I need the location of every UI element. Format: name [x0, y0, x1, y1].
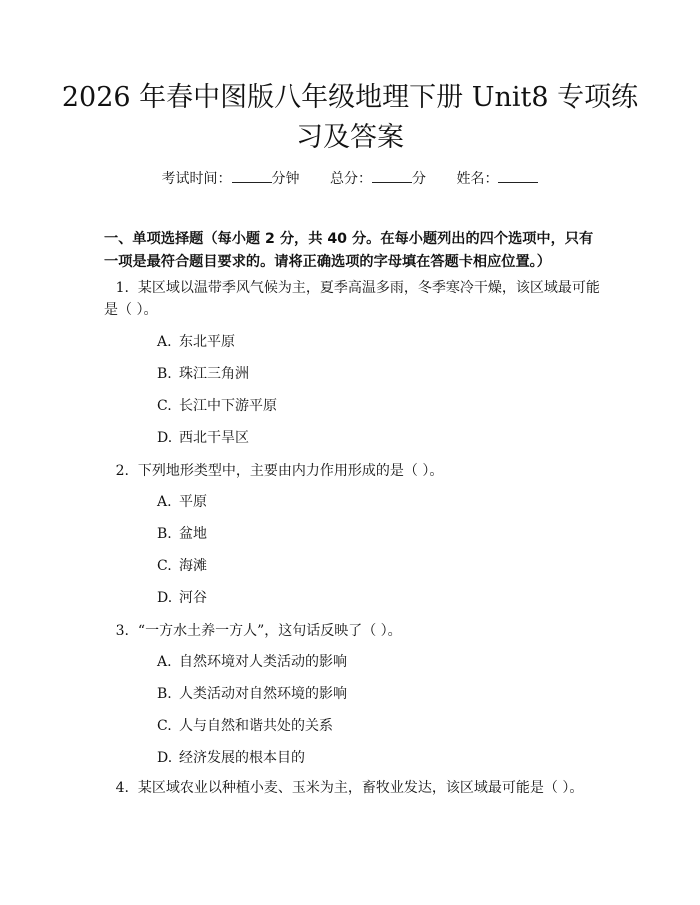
option-2c — [157, 556, 207, 576]
question-stem: 某区域以温带季风气候为主，夏季高温多雨，冬季寒冷干燥，该区域最可能是（ ）。 — [104, 280, 600, 318]
total-score-blank — [372, 170, 412, 183]
section-heading: 一、单项选择题（每小题 2 分，共 40 分。在每小题列出的四个选项中，只有一项是最符合题目要求的。请将正确选项的字母填在答题卡相应位置。） — [104, 231, 594, 270]
question-4 — [104, 777, 600, 799]
option-text: 人与自然和谐共处的关系 — [179, 718, 333, 734]
option-3a — [157, 652, 347, 672]
option-1a — [157, 332, 235, 352]
student-name-blank — [498, 170, 538, 183]
question-stem: “一方水土养一方人”，这句话反映了（ ）。 — [137, 623, 402, 639]
option-text: 平原 — [179, 494, 207, 510]
exam-info-bar — [0, 169, 700, 189]
option-text: 自然环境对人类活动的影响 — [179, 654, 347, 670]
option-3d — [157, 748, 305, 768]
option-letter: B. — [157, 526, 172, 542]
exam-time-label: 考试时间： — [161, 171, 232, 187]
exam-time-field — [162, 169, 300, 189]
option-letter: C. — [157, 718, 172, 734]
option-text: 盆地 — [179, 526, 207, 542]
option-text: 长江中下游平原 — [179, 398, 277, 414]
option-letter: C. — [157, 558, 172, 574]
question-stem: 下列地形类型中，主要由内力作用形成的是（ ）。 — [137, 463, 444, 479]
exam-time-blank — [232, 170, 272, 183]
option-3c — [157, 716, 333, 736]
option-1b — [157, 364, 249, 384]
student-name-label: 姓名： — [456, 171, 499, 187]
option-1c — [157, 396, 277, 416]
total-score-field — [330, 169, 426, 189]
option-text: 西北干旱区 — [179, 430, 249, 446]
question-3 — [104, 620, 600, 642]
option-text: 东北平原 — [179, 334, 235, 350]
option-letter: A. — [157, 494, 172, 510]
option-letter: A. — [157, 654, 172, 670]
option-letter: B. — [157, 686, 172, 702]
option-2a — [157, 492, 207, 512]
question-number: 4. — [115, 780, 129, 796]
total-score-unit: 分 — [412, 171, 426, 187]
question-number: 3. — [115, 623, 129, 639]
option-3b — [157, 684, 347, 704]
question-number: 1. — [115, 280, 129, 296]
document-title: 2026 年春中图版八年级地理下册 Unit8 专项练习及答案 — [61, 82, 639, 153]
option-2d — [157, 588, 207, 608]
option-text: 经济发展的根本目的 — [179, 750, 305, 766]
option-text: 珠江三角洲 — [179, 366, 249, 382]
question-2 — [104, 460, 600, 482]
option-letter: D. — [157, 430, 173, 446]
option-letter: C. — [157, 398, 172, 414]
option-text: 海滩 — [179, 558, 207, 574]
question-1 — [104, 277, 600, 321]
option-text: 人类活动对自然环境的影响 — [179, 686, 347, 702]
question-stem: 某区域农业以种植小麦、玉米为主，畜牧业发达，该区域最可能是（ ）。 — [137, 780, 584, 796]
total-score-label: 总分： — [330, 171, 372, 187]
option-letter: D. — [157, 590, 173, 606]
option-2b — [157, 524, 207, 544]
student-name-field — [456, 169, 538, 189]
option-letter: D. — [157, 750, 173, 766]
exam-time-unit: 分钟 — [271, 171, 300, 187]
option-letter: B. — [157, 366, 172, 382]
option-text: 河谷 — [179, 590, 207, 606]
question-number: 2. — [115, 463, 129, 479]
option-letter: A. — [157, 334, 172, 350]
option-1d — [157, 428, 249, 448]
